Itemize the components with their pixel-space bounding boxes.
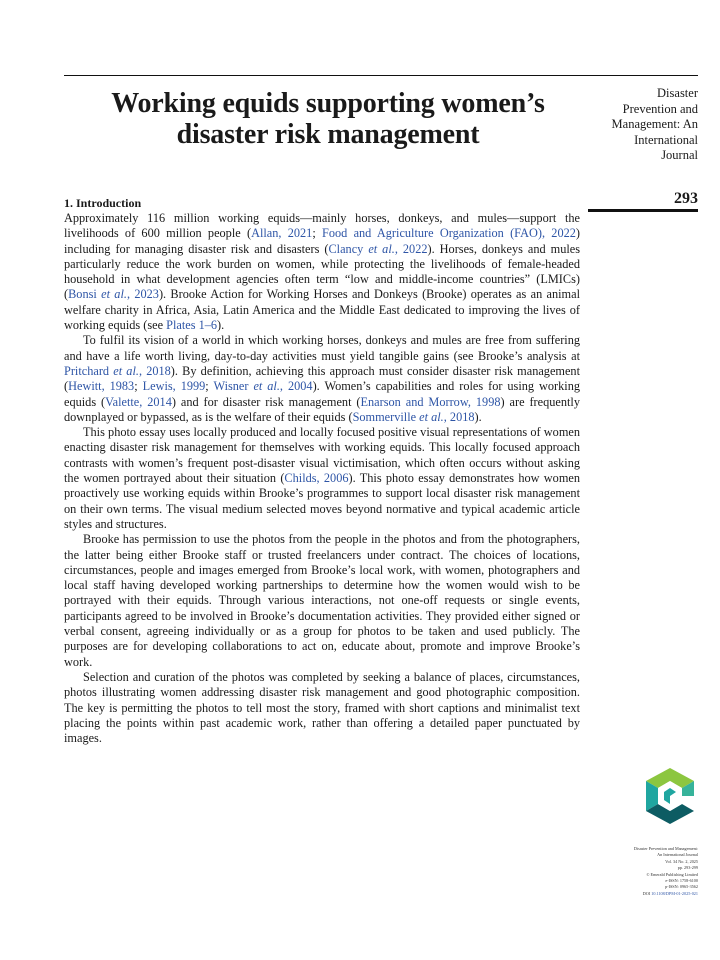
- journal-name-line: Management: An: [611, 117, 698, 131]
- masthead-line: e-ISSN: 1758-6100: [665, 878, 698, 884]
- masthead-doi: [560, 891, 698, 897]
- citation-link[interactable]: Food and Agriculture Organization (FAO), 2022: [322, 226, 576, 241]
- article-body: [64, 196, 580, 746]
- citation-link[interactable]: Valette, 2014: [105, 394, 172, 409]
- doi-label: DOI: [642, 890, 651, 896]
- masthead-line: Disaster Prevention and Management:: [633, 846, 698, 851]
- doi-link[interactable]: 10.1108/DPM-01-2025-021: [651, 890, 698, 896]
- emerald-publishing-logo-icon: [642, 766, 698, 826]
- citation-link[interactable]: et al.: [113, 363, 139, 378]
- citation-link[interactable]: , 2023: [126, 287, 159, 302]
- title-line-1: Working equids supporting women’s: [111, 88, 545, 119]
- citation-link[interactable]: Plates 1–6: [166, 318, 218, 333]
- citation-link[interactable]: Lewis, 1999: [142, 379, 206, 394]
- citation-link[interactable]: Childs, 2006: [284, 471, 349, 486]
- citation-link[interactable]: Enarson and Morrow, 1998: [360, 394, 501, 409]
- citation-link[interactable]: Allan, 2021: [251, 226, 313, 241]
- journal-name-line: Prevention and: [622, 101, 698, 116]
- citation-link[interactable]: et al.: [253, 379, 280, 394]
- citation-link[interactable]: , 2018: [138, 363, 171, 378]
- citation-link[interactable]: et al.: [368, 241, 395, 256]
- paragraph-5: Selection and curation of the photos was completed by seeking a balance of places, circumstances, photos illustrating women addressing disaster risk management and good photographic composition. The key is permitting the photos to tell most the story, framed with short captions and minimalist text placing the points within past academic work, rather than offering a detailed paper punctuated by images.: [64, 669, 580, 746]
- journal-name-line: Disaster: [657, 86, 698, 100]
- top-rule: [64, 75, 698, 76]
- article-title: [64, 88, 592, 150]
- paragraph-1: Approximately 116 million working equids—mainly horses, donkeys, and mules—support the livelihoods of 600 million people (Allan, 2021; Food and Agriculture Organization (FAO), 2022) including for managing disaster risk and disasters (Clancy et al., 2022). Horses, donkeys and mules particularly reduce the work burden on women, while protecting the livelihoods of female-headed household in what development agencies often term “low and middle-income countries” (LMICs) (Bonsi et al., 2023). Brooke Action for Working Horses and Donkeys (Brooke) operates as an animal welfare charity in Africa, Asia, Latin America and the Middle East dedicated to improving the lives of working equids (see Plates 1–6).: [64, 211, 580, 333]
- citation-link[interactable]: Pritchard: [64, 363, 114, 378]
- page-number: 293: [674, 190, 698, 207]
- masthead-line: An International Journal: [657, 852, 698, 858]
- journal-name-line: International: [634, 132, 698, 147]
- paragraph-2: To fulfil its vision of a world in which working horses, donkeys and mules are free from suffering and have a life worth living, day-to-day activities must yield tangible gains (see Brooke’s analysis at Pritchard et al., 2018). By definition, achieving this approach must consider disaster risk management (Hewitt, 1983; Lewis, 1999; Wisner et al., 2004). Women’s capabilities and roles for using working equids (Valette, 2014) and for disaster risk management (Enarson and Morrow, 1998) are frequently downplayed or bypassed, as is the welfare of their equids (Sommerville et al., 2018).: [64, 333, 581, 424]
- citation-link[interactable]: Wisner: [213, 379, 254, 394]
- journal-name: [598, 86, 698, 164]
- citation-link[interactable]: Sommerville: [352, 409, 420, 424]
- citation-link[interactable]: et al.: [419, 409, 444, 424]
- section-heading: 1. Introduction: [64, 196, 142, 210]
- title-line-2: disaster risk management: [176, 119, 480, 150]
- masthead-line: Vol. 34 No. 2, 2025: [665, 858, 698, 864]
- journal-name-line: Journal: [661, 148, 698, 162]
- citation-link[interactable]: Hewitt, 1983: [68, 379, 135, 394]
- citation-link[interactable]: , 2022: [394, 241, 428, 256]
- citation-link[interactable]: , 2004: [279, 379, 313, 394]
- page-number-rule: [588, 209, 698, 212]
- masthead-info: [560, 846, 698, 897]
- masthead-line: pp. 293-299: [677, 865, 698, 871]
- paragraph-4: Brooke has permission to use the photos from the people in the photos and from the photographers, the latter being either Brooke staff or trusted freelancers under contract. The choices of locations, circumstances, people and images emerged from Brooke’s local work, with women, photographers and local staff having developed working partnerships to determine how the women would wish to be portrayed with their equids. Through various interactions, not one-off requests or single events, participants agreed to be involved in Brooke’s documentation activities. They provided either signed or verbal consent, agreeing individually or as a group for photos to be taken and used publicly. The purposes are for developing collaborations to act on, educate about, promote and improve Brooke’s work.: [64, 532, 580, 669]
- masthead-line: © Emerald Publishing Limited: [646, 871, 698, 877]
- citation-link[interactable]: et al.: [101, 287, 127, 302]
- citation-link[interactable]: , 2018: [443, 409, 475, 424]
- masthead-line: p-ISSN: 0965-3562: [665, 884, 698, 890]
- paragraph-3: This photo essay uses locally produced and locally focused positive visual representations of women enacting disaster risk management for themselves with working equids. This locally focused approach contrasts with women’s frequent post-disaster visual victimisation, which often occurs without asking the women portrayed about their situation (Childs, 2006). This photo essay demonstrates how women proactively use working equids within Brooke’s programmes to support local disaster risk management on their own terms. The visual medium selected moves beyond normative and typical academic article styles and structures.: [64, 425, 580, 531]
- citation-link[interactable]: Bonsi: [68, 287, 102, 302]
- citation-link[interactable]: Clancy: [328, 241, 369, 256]
